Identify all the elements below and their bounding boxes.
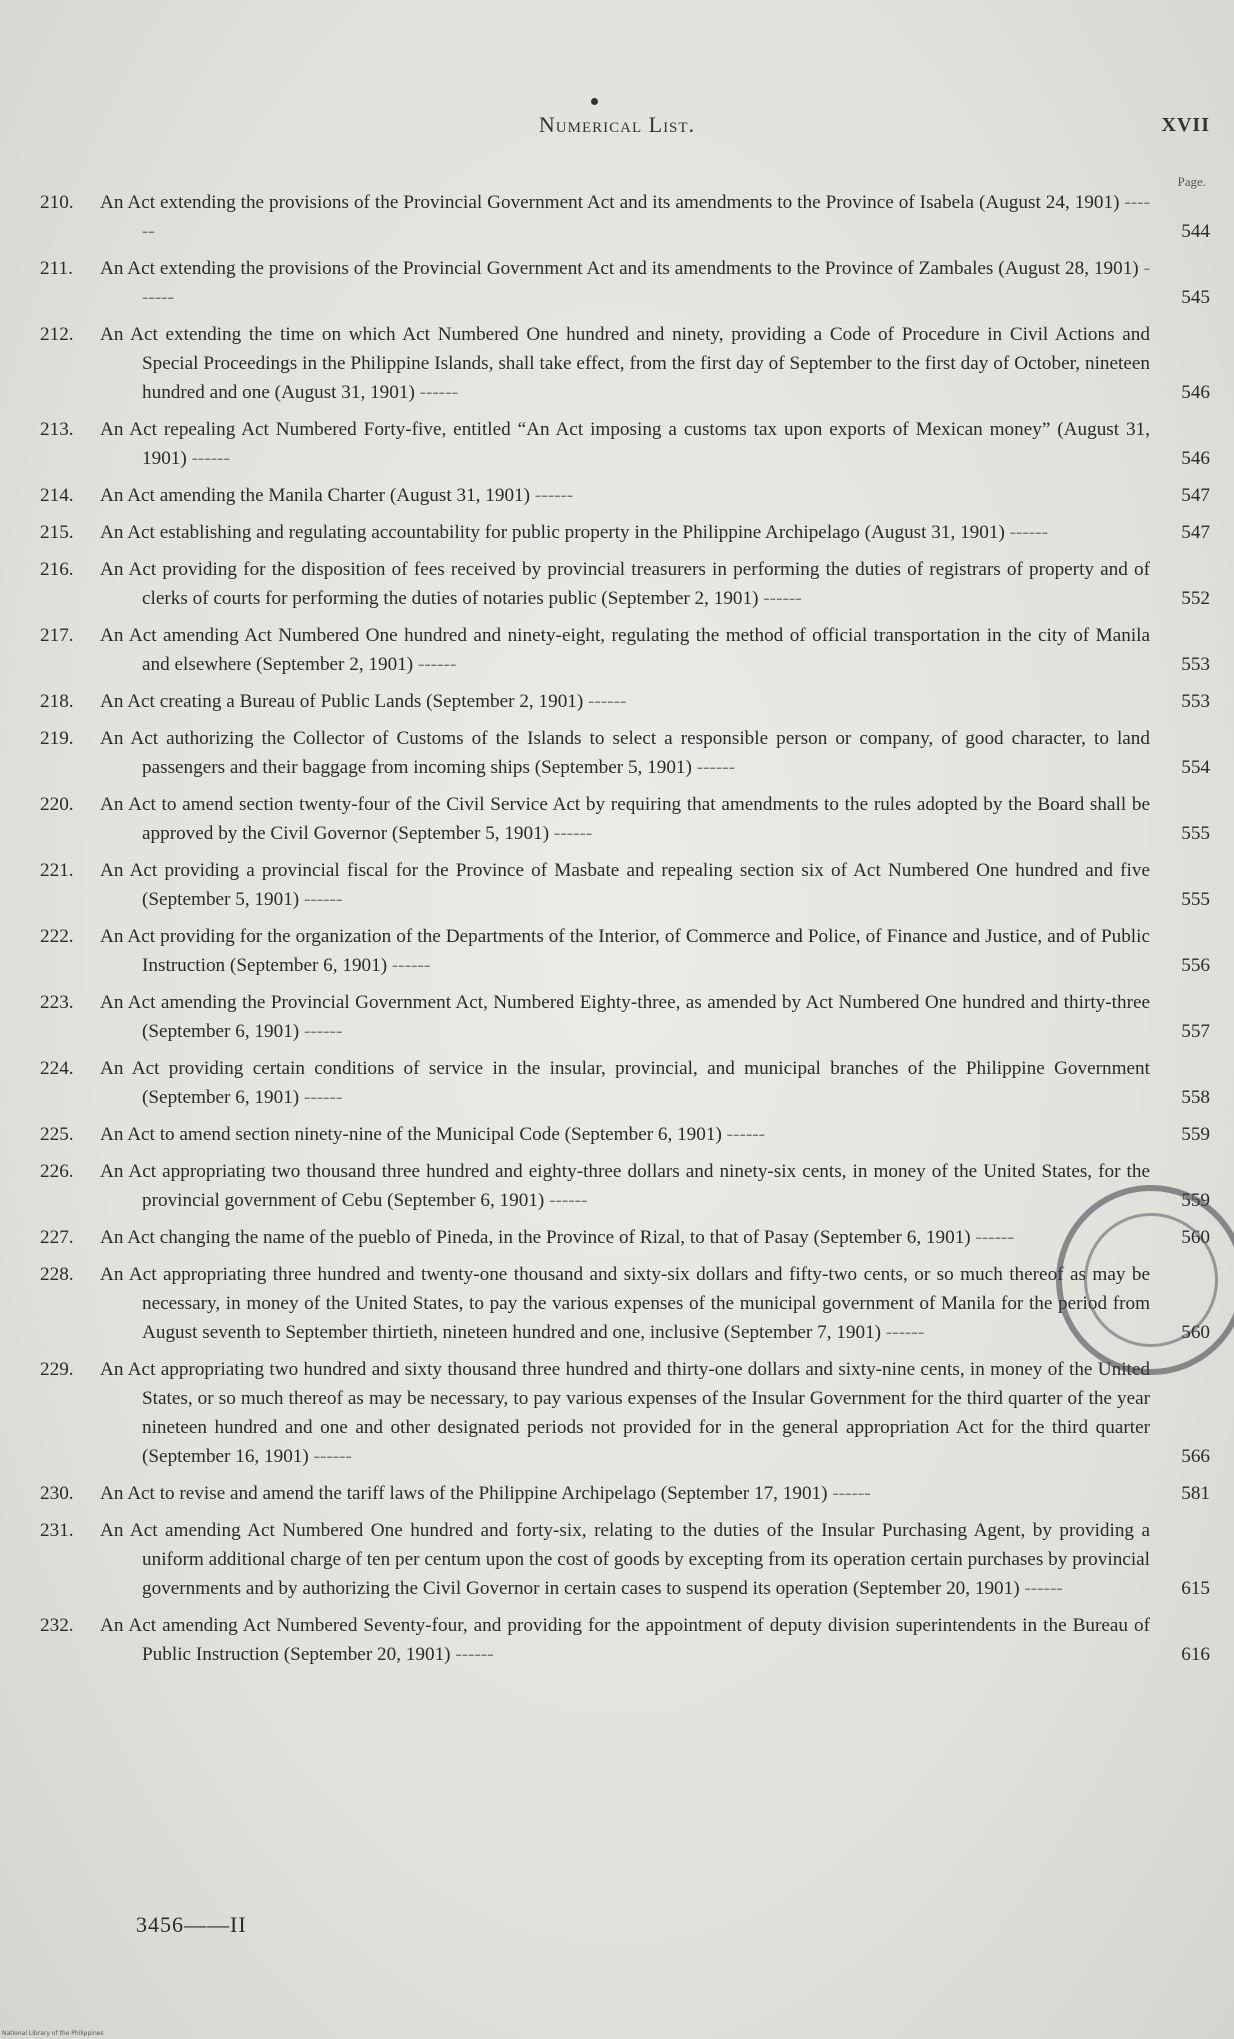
page-reference: 616 bbox=[1181, 1644, 1210, 1665]
act-number: 227. bbox=[40, 1227, 74, 1248]
act-number: 212. bbox=[40, 324, 74, 345]
printer-signature: 3456——II bbox=[136, 1912, 247, 1937]
act-title-text: An Act appropriating three hundred and twenty-one thousand and sixty-six dollars and fifty-two cents, or so much thereof as may be necessary, in money of the United States, to pay the various expenses of the municipal government of Manila for the period from August seventh to September thirtieth, nineteen hundred and one, inclusive (September 7, 1901) bbox=[100, 1264, 1150, 1343]
act-title bbox=[100, 988, 1150, 1046]
page-reference: 555 bbox=[1181, 889, 1210, 910]
act-title bbox=[100, 1054, 1150, 1112]
list-item bbox=[40, 415, 1210, 473]
act-number: 221. bbox=[40, 860, 74, 881]
act-title bbox=[100, 555, 1150, 613]
page-reference: 560 bbox=[1181, 1322, 1210, 1343]
act-number: 225. bbox=[40, 1124, 74, 1145]
act-title-text: An Act extending the provisions of the Provincial Government Act and its amendments to the Province of Isabela (August 24, 1901) bbox=[100, 192, 1120, 213]
act-title bbox=[100, 415, 1150, 473]
dot-leader: ------ bbox=[1019, 1578, 1063, 1599]
page-reference: 556 bbox=[1181, 955, 1210, 976]
act-title bbox=[100, 518, 1150, 547]
list-item bbox=[40, 621, 1210, 679]
act-title-text: An Act creating a Bureau of Public Lands (September 2, 1901) bbox=[100, 691, 584, 712]
dot-leader: ------ bbox=[308, 1446, 352, 1467]
act-title bbox=[100, 856, 1150, 914]
dot-leader: ------ bbox=[142, 192, 1150, 242]
act-title bbox=[100, 1479, 1150, 1508]
dot-leader: ------ bbox=[549, 823, 593, 844]
dot-leader: ------ bbox=[413, 654, 457, 675]
act-title bbox=[100, 1516, 1150, 1603]
act-title bbox=[100, 254, 1150, 312]
act-title bbox=[100, 687, 1150, 716]
list-item bbox=[40, 1054, 1210, 1112]
act-title bbox=[100, 320, 1150, 407]
list-item bbox=[40, 1479, 1210, 1508]
act-title-text: An Act authorizing the Collector of Customs of the Islands to select a responsible person or company, of good character, to land passengers and their baggage from incoming ships (September 5, 1901) bbox=[100, 728, 1150, 778]
act-title-text: An Act providing for the organization of the Departments of the Interior, of Commerce and Police, of Finance and Justice, and of Public Instruction (September 6, 1901) bbox=[100, 926, 1150, 976]
act-title-text: An Act providing for the disposition of fees received by provincial treasurers in performing the duties of registrars of property and of clerks of courts for performing the duties of notaries public (September 2, 1901) bbox=[100, 559, 1150, 609]
list-item bbox=[40, 518, 1210, 547]
page-reference: 558 bbox=[1181, 1087, 1210, 1108]
dot-leader: ------ bbox=[827, 1483, 871, 1504]
page-reference: 559 bbox=[1181, 1124, 1210, 1145]
dot-leader: ------ bbox=[142, 258, 1151, 308]
act-number: 217. bbox=[40, 625, 74, 646]
page-reference: 545 bbox=[1181, 287, 1210, 308]
list-item bbox=[40, 1516, 1210, 1603]
dot-leader: ------ bbox=[299, 1087, 343, 1108]
page-reference: 559 bbox=[1181, 1190, 1210, 1211]
act-number: 218. bbox=[40, 691, 74, 712]
list-item bbox=[40, 254, 1210, 312]
act-title-text: An Act repealing Act Numbered Forty-five, entitled “An Act imposing a customs tax upon exports of Mexican money” (August 31, 1901) bbox=[100, 419, 1150, 469]
list-item bbox=[40, 320, 1210, 407]
act-number: 232. bbox=[40, 1615, 74, 1636]
act-title bbox=[100, 1223, 1150, 1252]
act-number: 230. bbox=[40, 1483, 74, 1504]
page-reference: 554 bbox=[1181, 757, 1210, 778]
act-title-text: An Act providing certain conditions of service in the insular, provincial, and municipal branches of the Philippine Government (September 6, 1901) bbox=[100, 1058, 1150, 1108]
dot-leader: ------ bbox=[299, 1021, 343, 1042]
act-number: 215. bbox=[40, 522, 74, 543]
act-title-text: An Act extending the time on which Act Numbered One hundred and ninety, providing a Code of Procedure in Civil Actions and Special Proceedings in the Philippine Islands, shall take effect, from the first day of September to the first day of October, nineteen hundred and one (August 31, 1901) bbox=[100, 324, 1150, 403]
act-number: 229. bbox=[40, 1359, 74, 1380]
dot-leader: ------ bbox=[758, 588, 802, 609]
list-item bbox=[40, 988, 1210, 1046]
dot-leader: ------ bbox=[1004, 522, 1048, 543]
scan-credit: National Library of the Philippines bbox=[2, 2030, 104, 2037]
page-reference: 546 bbox=[1181, 448, 1210, 469]
act-number: 222. bbox=[40, 926, 74, 947]
act-title bbox=[100, 922, 1150, 980]
list-item bbox=[40, 555, 1210, 613]
dot-leader: ------ bbox=[583, 691, 627, 712]
list-item bbox=[40, 1223, 1210, 1252]
page-reference: 547 bbox=[1181, 522, 1210, 543]
act-number: 213. bbox=[40, 419, 74, 440]
page-reference: 553 bbox=[1181, 654, 1210, 675]
act-title bbox=[100, 621, 1150, 679]
list-item bbox=[40, 1355, 1210, 1471]
act-title bbox=[100, 1611, 1150, 1669]
page-reference: 547 bbox=[1181, 485, 1210, 506]
page-number-roman: XVII bbox=[1161, 114, 1210, 136]
act-title bbox=[100, 1120, 1150, 1149]
page-reference: 560 bbox=[1181, 1227, 1210, 1248]
act-title-text: An Act amending Act Numbered One hundred and ninety-eight, regulating the method of official transportation in the city of Manila and elsewhere (September 2, 1901) bbox=[100, 625, 1150, 675]
act-number: 211. bbox=[40, 258, 73, 279]
page-title: Numerical List. bbox=[538, 112, 696, 137]
page-reference: 552 bbox=[1181, 588, 1210, 609]
act-number: 228. bbox=[40, 1264, 74, 1285]
act-number: 216. bbox=[40, 559, 74, 580]
act-title bbox=[100, 188, 1150, 246]
dot-leader: ------ bbox=[691, 757, 736, 778]
act-number: 220. bbox=[40, 794, 74, 815]
act-number: 226. bbox=[40, 1161, 74, 1182]
dot-leader: ------ bbox=[881, 1322, 925, 1343]
page-reference: 615 bbox=[1181, 1578, 1210, 1599]
dot-leader: ------ bbox=[544, 1190, 588, 1211]
act-title-text: An Act amending the Provincial Government Act, Numbered Eighty-three, as amended by Act Numbered One hundred and thirty-three (September 6, 1901) bbox=[100, 992, 1150, 1042]
dot-leader: ------ bbox=[721, 1124, 765, 1145]
page-column-label: Page. bbox=[1177, 174, 1206, 189]
act-number: 210. bbox=[40, 192, 74, 213]
act-title-text: An Act providing a provincial fiscal for the Province of Masbate and repealing section six of Act Numbered One hundred and five (September 5, 1901) bbox=[100, 860, 1150, 910]
dot-leader: ------ bbox=[299, 889, 343, 910]
act-title-text: An Act extending the provisions of the Provincial Government Act and its amendments to the Province of Zambales (August 28, 1901) bbox=[100, 258, 1139, 279]
page-reference: 581 bbox=[1181, 1483, 1210, 1504]
ornament-dot bbox=[591, 98, 598, 105]
dot-leader: ------ bbox=[414, 382, 458, 403]
act-number: 224. bbox=[40, 1058, 74, 1079]
act-title-text: An Act appropriating two hundred and sixty thousand three hundred and thirty-one dollars and sixty-nine cents, in money of the United States, or so much thereof as may be necessary, to pay various expenses of the Insular Government for the third quarter of the year nineteen hundred and one and other designated periods not provided for in the general appropriation Act for the third quarter (September 16, 1901) bbox=[100, 1359, 1150, 1467]
list-item bbox=[40, 1611, 1210, 1669]
dot-leader: ------ bbox=[970, 1227, 1014, 1248]
list-item bbox=[40, 1260, 1210, 1347]
dot-leader: ------ bbox=[186, 448, 230, 469]
act-title bbox=[100, 481, 1150, 510]
page-reference: 553 bbox=[1181, 691, 1210, 712]
act-title bbox=[100, 1157, 1150, 1215]
dot-leader: ------ bbox=[450, 1644, 494, 1665]
act-title-text: An Act amending Act Numbered One hundred and forty-six, relating to the duties of the Insular Purchasing Agent, by providing a uniform additional charge of ten per centum upon the cost of goods by excepting from its operation certain purchases by provincial governments and by authorizing the Civil Governor in certain cases to suspend its operation (September 20, 1901) bbox=[100, 1520, 1150, 1599]
page-reference: 544 bbox=[1181, 221, 1210, 242]
act-title bbox=[100, 1260, 1150, 1347]
list-item bbox=[40, 481, 1210, 510]
page-reference: 557 bbox=[1181, 1021, 1210, 1042]
dot-leader: ------ bbox=[530, 485, 574, 506]
list-item bbox=[40, 687, 1210, 716]
list-item bbox=[40, 724, 1210, 782]
list-item bbox=[40, 1120, 1210, 1149]
act-number: 223. bbox=[40, 992, 74, 1013]
list-item bbox=[40, 1157, 1210, 1215]
act-list bbox=[40, 188, 1210, 1677]
dot-leader: ------ bbox=[387, 955, 431, 976]
list-item bbox=[40, 188, 1210, 246]
act-title-text: An Act amending Act Numbered Seventy-four, and providing for the appointment of deputy division superintendents in the Bureau of Public Instruction (September 20, 1901) bbox=[100, 1615, 1150, 1665]
list-item bbox=[40, 922, 1210, 980]
page-reference: 566 bbox=[1181, 1446, 1210, 1467]
page-reference: 555 bbox=[1181, 823, 1210, 844]
act-number: 214. bbox=[40, 485, 74, 506]
act-number: 231. bbox=[40, 1520, 74, 1541]
list-item bbox=[40, 790, 1210, 848]
act-title-text: An Act to amend section twenty-four of the Civil Service Act by requiring that amendments to the rules adopted by the Board shall be approved by the Civil Governor (September 5, 1901) bbox=[100, 794, 1150, 844]
act-title bbox=[100, 1355, 1150, 1471]
act-title bbox=[100, 724, 1150, 782]
list-item bbox=[40, 856, 1210, 914]
act-title-text: An Act amending the Manila Charter (August 31, 1901) bbox=[100, 485, 531, 506]
act-title-text: An Act establishing and regulating accountability for public property in the Philippine Archipelago (August 31, 1901) bbox=[100, 522, 1005, 543]
act-title-text: An Act to revise and amend the tariff laws of the Philippine Archipelago (September 17, 1901) bbox=[100, 1483, 828, 1504]
act-title-text: An Act changing the name of the pueblo of Pineda, in the Province of Rizal, to that of Pasay (September 6, 1901) bbox=[100, 1227, 971, 1248]
act-title bbox=[100, 790, 1150, 848]
act-title-text: An Act appropriating two thousand three hundred and eighty-three dollars and ninety-six cents, in money of the United States, for the provincial government of Cebu (September 6, 1901) bbox=[100, 1161, 1150, 1211]
act-title-text: An Act to amend section ninety-nine of the Municipal Code (September 6, 1901) bbox=[100, 1124, 722, 1145]
page-reference: 546 bbox=[1181, 382, 1210, 403]
act-number: 219. bbox=[40, 728, 74, 749]
page-header bbox=[0, 112, 1234, 152]
